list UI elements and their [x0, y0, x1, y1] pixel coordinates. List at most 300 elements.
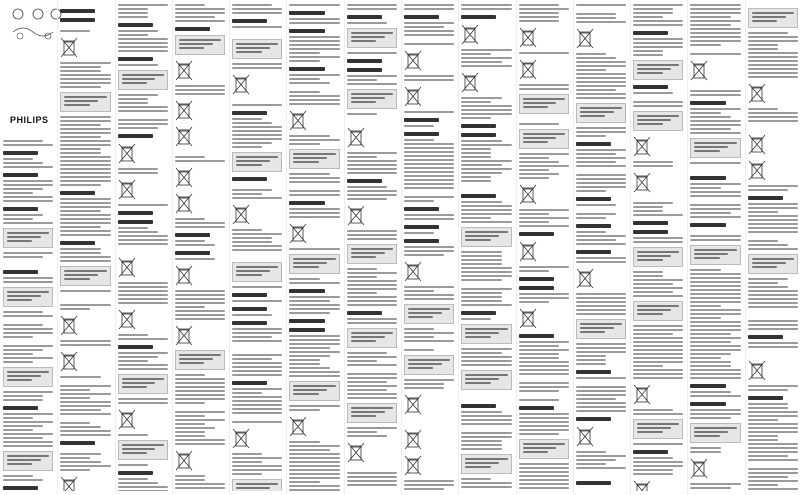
text-line [404, 214, 454, 216]
text-line [519, 433, 559, 435]
text-line [347, 284, 397, 286]
text-line [289, 139, 339, 141]
text-line [748, 298, 798, 300]
text-line [175, 318, 225, 320]
text-line [633, 465, 683, 467]
crossed-bin-icon [404, 49, 422, 71]
text-line [576, 69, 606, 71]
text-line [232, 249, 282, 251]
text-line [633, 443, 683, 445]
text-line [118, 282, 168, 284]
text-line [690, 132, 740, 134]
text-line [748, 443, 798, 445]
text-line [404, 163, 454, 165]
text-line [175, 411, 225, 413]
text-line [461, 296, 501, 298]
text-line [347, 427, 397, 429]
text-line [576, 204, 616, 206]
text-line [118, 64, 158, 66]
text-line [3, 475, 33, 477]
text-line [347, 52, 397, 54]
text-line [232, 388, 282, 390]
text-line [748, 324, 798, 326]
text-line [289, 78, 319, 80]
crossed-bin-icon [60, 314, 78, 336]
note-box [519, 94, 569, 114]
text-line [289, 48, 339, 50]
text-line [60, 453, 100, 455]
text-line [232, 340, 282, 342]
text-line [60, 469, 90, 471]
text-line [118, 34, 148, 36]
text-line [118, 243, 168, 245]
text-line [519, 483, 569, 485]
text-line [404, 43, 454, 45]
text-line [289, 181, 339, 183]
text-line [519, 301, 549, 303]
text-line [690, 4, 740, 6]
text-line [289, 457, 339, 459]
text-line [289, 335, 339, 337]
note-box [60, 92, 110, 112]
text-line [519, 341, 569, 343]
crossed-bin-icon [175, 166, 193, 188]
text-line [576, 65, 626, 67]
crossed-bin-icon [404, 454, 422, 476]
text-line [347, 8, 397, 10]
text-line [633, 413, 683, 415]
text-line [347, 373, 397, 375]
text-line [633, 457, 673, 459]
text-line [118, 127, 158, 129]
note-box [576, 103, 626, 123]
text-line [633, 241, 683, 243]
text-line [175, 479, 205, 481]
text-line [347, 322, 397, 324]
text-line [576, 190, 606, 192]
text-line [748, 76, 798, 78]
text-line [404, 125, 434, 127]
text-line [347, 385, 397, 387]
text-line [576, 17, 616, 19]
text-line [519, 425, 569, 427]
text-line [690, 373, 740, 375]
section-heading [232, 111, 267, 115]
note-box [347, 328, 397, 348]
text-line [576, 165, 626, 167]
text-line [3, 158, 33, 160]
text-line [519, 413, 569, 415]
crossed-bin-icon [347, 204, 365, 226]
text-line [748, 64, 798, 66]
text-line [60, 86, 100, 88]
text-column [232, 4, 282, 491]
section-heading [347, 68, 382, 72]
text-line [60, 422, 90, 424]
text-line [576, 410, 626, 412]
note-box [461, 324, 511, 344]
text-line [232, 130, 282, 132]
text-line [3, 437, 43, 439]
text-line [461, 140, 501, 142]
text-line [690, 277, 740, 279]
text-line [690, 451, 720, 453]
crossed-bin-icon [748, 359, 766, 381]
section-heading [519, 277, 554, 281]
text-line [175, 310, 225, 312]
text-line [633, 4, 683, 6]
text-line [3, 311, 43, 313]
text-line [461, 300, 501, 302]
text-line [461, 360, 511, 362]
text-line [118, 119, 168, 121]
text-line [461, 144, 511, 146]
text-line [748, 48, 778, 50]
text-line [232, 358, 272, 360]
text-line [60, 290, 110, 292]
text-line [175, 302, 225, 304]
text-line [461, 201, 501, 203]
text-line [118, 42, 168, 44]
text-line [404, 484, 454, 486]
text-line [60, 184, 100, 186]
text-line [690, 369, 740, 371]
crossed-bin-icon [633, 479, 651, 491]
text-line [748, 431, 798, 433]
text-line [404, 147, 454, 149]
text-line [118, 402, 168, 404]
text-line [576, 390, 626, 392]
crossed-bin-icon [519, 26, 537, 48]
text-line [289, 363, 319, 365]
text-line [690, 44, 720, 46]
text-line [347, 113, 377, 115]
text-line [118, 360, 148, 362]
text-line [748, 112, 798, 114]
text-line [633, 361, 683, 363]
text-line [576, 77, 626, 79]
note-box [690, 423, 740, 443]
text-line [347, 268, 377, 270]
text-line [461, 440, 501, 442]
text-line [404, 246, 454, 248]
text-line [576, 305, 626, 307]
text-line [347, 152, 397, 154]
text-line [576, 231, 606, 233]
text-line [690, 94, 740, 96]
text-line [3, 328, 53, 330]
text-line [118, 434, 148, 436]
text-line [519, 165, 569, 167]
text-line [289, 99, 339, 101]
text-line [118, 239, 168, 241]
text-line [347, 238, 397, 240]
text-line [404, 387, 444, 389]
text-line [633, 12, 673, 14]
text-line [748, 407, 788, 409]
text-line [3, 162, 43, 164]
section-heading [690, 402, 725, 406]
section-heading [232, 307, 267, 311]
section-heading [690, 176, 725, 180]
text-line [690, 417, 730, 419]
section-heading [461, 133, 496, 137]
text-line [633, 54, 663, 56]
text-line [3, 218, 33, 220]
text-column [118, 4, 168, 491]
text-line [576, 57, 616, 59]
text-line [690, 12, 740, 14]
text-line [748, 189, 788, 191]
text-line [519, 16, 559, 18]
text-line [519, 12, 559, 14]
text-line [232, 126, 282, 128]
text-line [576, 53, 606, 55]
text-line [748, 227, 798, 229]
text-line [690, 395, 740, 397]
text-line [175, 306, 205, 308]
text-line [347, 393, 397, 395]
text-line [232, 67, 282, 69]
text-line [60, 413, 110, 415]
text-line [404, 196, 454, 198]
text-line [289, 18, 339, 20]
crossed-bin-icon [690, 59, 708, 81]
text-line [461, 251, 501, 253]
section-heading [748, 396, 783, 400]
text-line [60, 214, 110, 216]
section-heading [519, 406, 554, 410]
text-line [347, 364, 397, 366]
section-heading [118, 345, 153, 349]
note-box [118, 70, 168, 90]
text-line [347, 234, 397, 236]
note-box [461, 454, 511, 474]
text-line [576, 467, 626, 469]
text-line [633, 46, 683, 48]
text-line [519, 386, 569, 388]
text-line [519, 479, 569, 481]
text-line [347, 381, 387, 383]
section-heading [404, 207, 439, 211]
text-line [175, 258, 215, 260]
text-line [633, 275, 663, 277]
text-line [748, 328, 798, 330]
text-line [175, 386, 225, 388]
text-line [60, 434, 110, 436]
text-line [461, 217, 491, 219]
text-line [576, 459, 616, 461]
text-line [748, 385, 798, 387]
text-line [576, 347, 626, 349]
text-line [690, 313, 740, 315]
text-line [347, 230, 397, 232]
column-divider [630, 0, 631, 495]
section-heading [633, 221, 668, 225]
text-column [404, 4, 454, 491]
section-heading [3, 270, 38, 274]
text-line [289, 40, 339, 42]
text-line [461, 318, 491, 320]
text-line [519, 161, 559, 163]
text-line [519, 293, 569, 295]
text-line [748, 116, 798, 118]
text-line [232, 286, 282, 288]
text-line [690, 212, 730, 214]
text-line [60, 260, 110, 262]
note-box [232, 39, 282, 59]
crossed-bin-icon [175, 125, 193, 147]
text-line [748, 320, 798, 322]
text-line [289, 36, 339, 38]
text-line [461, 478, 491, 480]
text-column [347, 4, 397, 491]
text-column [60, 4, 110, 491]
column-divider [516, 0, 517, 495]
text-line [748, 447, 798, 449]
text-line [748, 294, 798, 296]
text-line [60, 198, 110, 200]
text-line [60, 160, 110, 162]
text-line [175, 85, 225, 87]
text-line [633, 105, 683, 107]
text-line [60, 116, 110, 118]
text-line [461, 221, 511, 223]
text-line [404, 336, 434, 338]
text-line [175, 244, 215, 246]
text-line [633, 295, 683, 297]
text-line [289, 465, 339, 467]
crossed-bin-icon [118, 142, 136, 164]
text-line [289, 60, 319, 62]
text-line [60, 218, 110, 220]
text-line [232, 26, 282, 28]
crossed-bin-icon [404, 260, 422, 282]
text-line [519, 52, 569, 54]
section-heading [633, 31, 668, 35]
text-line [519, 390, 559, 392]
text-line [289, 103, 339, 105]
text-line [289, 52, 319, 54]
text-line [461, 275, 511, 277]
crossed-bin-icon [175, 99, 193, 121]
section-heading [576, 250, 611, 254]
text-line [347, 83, 397, 85]
text-line [461, 156, 491, 158]
text-line [175, 394, 225, 396]
text-line [633, 161, 673, 163]
text-line [3, 345, 53, 347]
text-line [404, 155, 454, 157]
crossed-bin-icon [289, 222, 307, 244]
text-line [461, 304, 511, 306]
text-line [519, 84, 569, 86]
section-heading [60, 241, 95, 245]
text-line [347, 75, 397, 77]
text-line [519, 429, 569, 431]
text-line [60, 206, 110, 208]
section-heading [404, 132, 439, 136]
text-line [519, 421, 569, 423]
crossed-bin-icon [232, 73, 250, 95]
crossed-bin-icon [461, 71, 479, 93]
text-line [461, 364, 511, 366]
section-heading [347, 311, 382, 315]
note-box [347, 89, 397, 109]
text-line [633, 202, 673, 204]
text-line [347, 360, 377, 362]
text-line [461, 109, 511, 111]
text-line [748, 36, 798, 38]
crossed-bin-icon [690, 457, 708, 479]
text-line [461, 348, 511, 350]
text-column [3, 140, 53, 491]
device-illustration-icon [8, 4, 68, 44]
text-line [461, 8, 511, 10]
text-line [461, 292, 501, 294]
text-line [232, 142, 272, 144]
text-line [576, 359, 606, 361]
text-line [690, 289, 740, 291]
text-line [289, 300, 329, 302]
text-line [748, 231, 798, 233]
text-line [60, 172, 110, 174]
text-line [175, 314, 225, 316]
text-column [576, 4, 626, 491]
text-line [232, 412, 282, 414]
text-line [347, 4, 397, 6]
text-line [289, 453, 339, 455]
text-line [60, 156, 110, 158]
text-line [690, 305, 720, 307]
text-line [404, 8, 454, 10]
text-line [232, 400, 282, 402]
text-line [519, 345, 559, 347]
note-box [748, 8, 798, 28]
text-line [60, 30, 90, 32]
text-line [748, 342, 798, 344]
text-line [690, 413, 740, 415]
text-line [404, 159, 454, 161]
text-line [576, 61, 626, 63]
text-line [118, 298, 168, 300]
section-heading [576, 370, 611, 374]
text-line [60, 136, 100, 138]
text-line [748, 439, 778, 441]
text-line [690, 16, 730, 18]
text-line [461, 255, 501, 257]
section-heading [118, 471, 153, 475]
text-line [519, 417, 569, 419]
text-line [118, 231, 158, 233]
text-line [289, 282, 339, 284]
text-line [748, 306, 798, 308]
text-line [576, 293, 626, 295]
text-line [748, 56, 798, 58]
crossed-bin-icon [576, 267, 594, 289]
text-line [118, 290, 168, 292]
text-line [232, 465, 282, 467]
text-line [404, 349, 434, 351]
section-heading [232, 19, 267, 23]
section-heading [519, 232, 554, 236]
text-line [289, 359, 319, 361]
note-box [3, 287, 53, 307]
text-line [118, 38, 168, 40]
text-line [3, 144, 53, 146]
text-line [461, 172, 501, 174]
text-line [289, 82, 329, 84]
